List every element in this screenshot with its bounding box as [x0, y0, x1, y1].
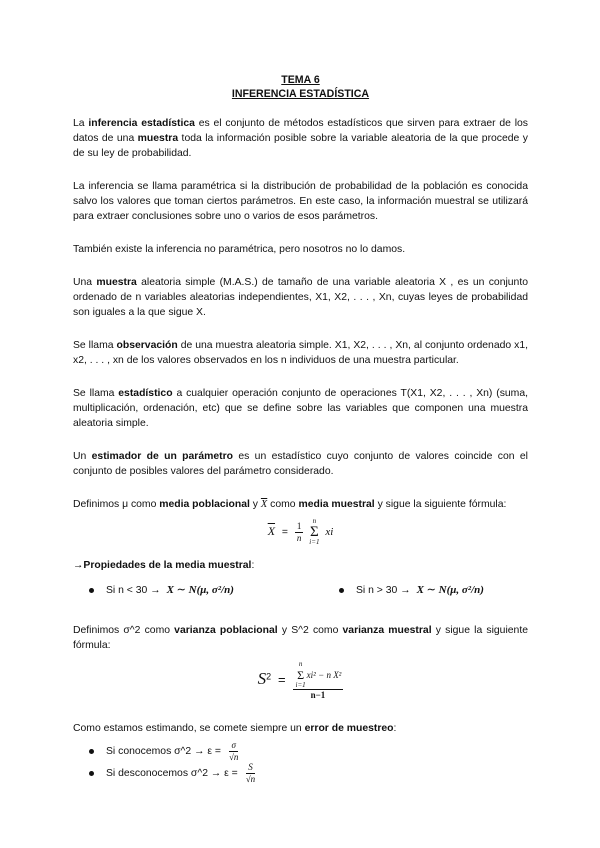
formula-varianza-muestral: $S^2$ = n Σ i=1 xi² − n X² n−1 [257, 660, 342, 700]
paragraph-media: Definimos μ como media poblacional y $\overline{X}$ como media muestral y sigue la siguiente fórmula: [73, 499, 507, 510]
paragraph-varianza: Definimos σ^2 como varianza poblacional y S^2 como varianza muestral y sigue la siguiente fórmula: [73, 625, 528, 651]
formula-media-muestral: $\overline{X}$ = $\frac{1}{n}$ n Σ i=1 xi [267, 517, 334, 546]
paragraph-error-muestreo: Como estamos estimando, se comete siempre un error de muestreo: [73, 723, 397, 734]
bullet-dot [89, 749, 94, 754]
paragraph-no-parametrica: También existe la inferencia no paramétrica, pero nosotros no lo damos. [73, 244, 406, 255]
bullet-dot [339, 588, 344, 593]
paragraph-inferencia: La inferencia estadística es el conjunto de métodos estadísticos que sirven para extraer de los datos de una muestra toda la información posible sobre la variable aleatoria de la que procede y de su ley de probabilidad. [73, 118, 528, 159]
paragraph-parametrica: La inferencia se llama paramétrica si la distribución de probabilidad de la población es conocida salvo los valores que toman ciertos parámetros. En este caso, la información muestral se utilizará para extraer conclusiones sobre uno o varios de esos parámetros. [73, 181, 528, 222]
list-item: Si desconocemos σ^2 → ε = $\frac{S}{√n}$ [89, 762, 528, 784]
title-line-2: INFERENCIA ESTADÍSTICA [231, 88, 370, 100]
bullet-dot [89, 771, 94, 776]
paragraph-observacion: Se llama observación de una muestra aleatoria simple. X1, X2, . . . , Xn, al conjunto ordenado x1, x2, . . . , xn de los valores observados en los n individuos de una muestra particular. [73, 340, 528, 366]
paragraph-estimador: Un estimador de un parámetro es un estadístico cuyo conjunto de valores coincide con el conjunto de posibles valores del parámetro considerado. [73, 451, 528, 477]
paragraph-muestra: Una muestra aleatoria simple (M.A.S.) de tamaño de una variable aleatoria X , es un conjunto ordenado de n variables aleatorias independientes, X1, X2, . . . , Xn, cuyas leyes de probabilidad son iguales a la que sigue X. [73, 277, 529, 318]
properties-heading: →Propiedades de la media muestral: [73, 560, 255, 571]
properties-bullets [73, 577, 528, 607]
bullet-small-sample: Si n < 30 → X ∼ N(μ, σ²/n) [89, 583, 234, 598]
error-list [73, 740, 528, 784]
paragraph-estadistico: Se llama estadístico a cualquier operación conjunto de operaciones T(X1, X2, . . . , Xn) (suma, multiplicación, ordenación, etc) que se define sobre las variables que componen una muestra aleatoria simple. [73, 388, 528, 429]
bullet-large-sample: Si n > 30 → X ∼ N(μ, σ²/n) [339, 583, 484, 598]
title-line-1: TEMA 6 [281, 74, 320, 86]
bullet-dot [89, 588, 94, 593]
list-item: Si conocemos σ^2 → ε = $\frac{\sigma}{√n}$ [89, 740, 528, 762]
document-page [73, 73, 528, 784]
